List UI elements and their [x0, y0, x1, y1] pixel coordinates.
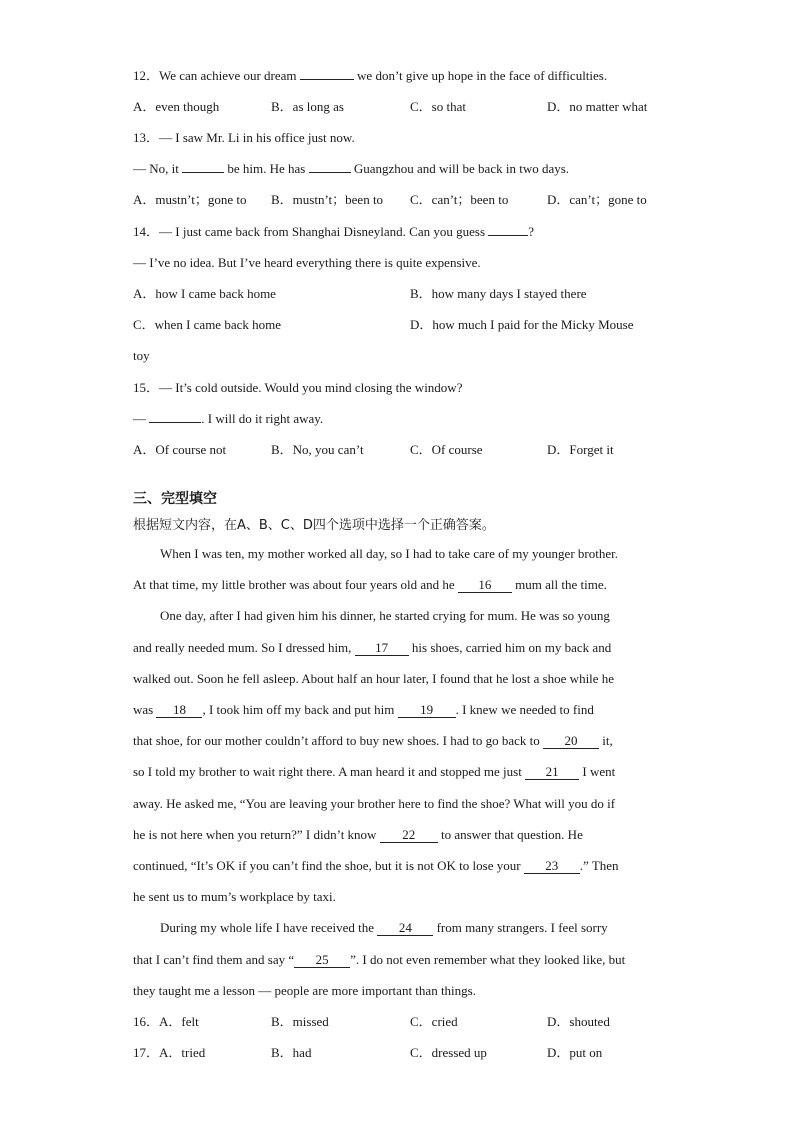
section-instruction: 根据短文内容，在A、B、C、D四个选项中选择一个正确答案。: [133, 518, 495, 533]
passage-text: that I can’t find them and say “: [133, 952, 295, 967]
passage-line: [133, 764, 615, 780]
passage-line: away. He asked me, “You are leaving your brother here to find the shoe? What will you do if: [133, 796, 616, 811]
passage-text: was: [133, 702, 157, 717]
passage-line: [160, 920, 608, 936]
passage-line: [133, 577, 607, 593]
q17-option-d: D．put on: [547, 1045, 603, 1060]
passage-text: he is not here when you return?” I didn’t know: [133, 827, 380, 842]
q17-option-b: B．had: [271, 1045, 312, 1060]
q14-stem-text-b: ?: [528, 224, 535, 239]
q16-option-d: D．shouted: [547, 1014, 610, 1029]
passage-text: his shoes, carried him on my back and: [408, 640, 612, 655]
blank-16: 16: [458, 578, 512, 593]
passage-text: from many strangers. I feel sorry: [433, 920, 608, 935]
passage-line: walked out. Soon he fell asleep. About half an hour later, I found that he lost a shoe while he: [133, 671, 615, 686]
blank-24: 24: [377, 921, 433, 936]
passage-text: ”. I do not even remember what they looked like, but: [350, 952, 626, 967]
passage-text: , I took him off my back and put him: [202, 702, 398, 717]
passage-text: . I knew we needed to find: [455, 702, 594, 717]
q13-option-d: D．can’t；gone to: [547, 192, 647, 207]
q14-option-d-wrap: toy: [133, 348, 150, 363]
passage-text: continued, “It’s OK if you can’t find the shoe, but it is not OK to lose your: [133, 858, 524, 873]
passage-text: I went: [579, 764, 616, 779]
blank-25: 25: [294, 953, 350, 968]
q13-blank-1: [182, 172, 224, 173]
passage-line: When I was ten, my mother worked all day, so I had to take care of my younger brother.: [160, 546, 618, 561]
q12-stem-text-b: we don’t give up hope in the face of difficulties.: [353, 68, 608, 83]
q13-stem: 13．— I saw Mr. Li in his office just now.: [133, 130, 355, 145]
q14-option-c: C．when I came back home: [133, 317, 282, 332]
q14-blank: [488, 235, 528, 236]
q14-reply: — I’ve no idea. But I’ve heard everything there is quite expensive.: [133, 255, 481, 270]
q14-stem-text-a: 14．— I just came back from Shanghai Disneyland. Can you guess: [133, 224, 489, 239]
q13-reply-text-a: — No, it: [133, 161, 183, 176]
passage-line: One day, after I had given him his dinner, he started crying for mum. He was so young: [160, 608, 610, 623]
q13-option-c: C．can’t；been to: [410, 192, 509, 207]
q15-option-d: D．Forget it: [547, 442, 614, 457]
section-title: 三、完型填空: [133, 491, 217, 507]
passage-text: .” Then: [579, 858, 619, 873]
passage-line: [133, 702, 594, 718]
blank-23: 23: [524, 859, 580, 874]
blank-20: 20: [543, 734, 599, 749]
passage-text: it,: [599, 733, 613, 748]
q12-stem-text-a: 12．We can achieve our dream: [133, 68, 300, 83]
passage-line: they taught me a lesson — people are more important than things.: [133, 983, 476, 998]
q14-stem: [133, 224, 534, 240]
q14-option-b: B．how many days I stayed there: [410, 286, 587, 301]
q13-reply: [133, 161, 569, 177]
q15-blank: [149, 422, 201, 423]
blank-19: 19: [398, 703, 456, 718]
q15-stem: 15．— It’s cold outside. Would you mind closing the window?: [133, 380, 463, 395]
q17-option-c: C．dressed up: [410, 1045, 487, 1060]
q16-option-b: B．missed: [271, 1014, 329, 1029]
passage-line: [133, 733, 613, 749]
q13-reply-text-b: be him. He has: [224, 161, 309, 176]
q17-option-a: 17．A．tried: [133, 1045, 206, 1060]
passage-text: and really needed mum. So I dressed him,: [133, 640, 355, 655]
blank-22: 22: [380, 828, 438, 843]
q12-option-c: C．so that: [410, 99, 466, 114]
q13-option-b: B．mustn’t；been to: [271, 192, 384, 207]
q15-reply: [133, 411, 323, 427]
passage-text: At that time, my little brother was about four years old and he: [133, 577, 458, 592]
q15-reply-text-b: . I will do it right away.: [201, 411, 324, 426]
q12-stem: [133, 68, 607, 84]
q13-blank-2: [309, 172, 351, 173]
q15-option-a: A．Of course not: [133, 442, 227, 457]
passage-line: [133, 858, 619, 874]
q12-option-d: D．no matter what: [547, 99, 648, 114]
passage-text: During my whole life I have received the: [160, 920, 378, 935]
blank-17: 17: [355, 641, 409, 656]
q13-option-a: A．mustn’t；gone to: [133, 192, 247, 207]
passage-line: [133, 827, 583, 843]
q13-reply-text-c: Guangzhou and will be back in two days.: [350, 161, 570, 176]
passage-text: that shoe, for our mother couldn’t afford to buy new shoes. I had to go back to: [133, 733, 544, 748]
blank-21: 21: [525, 765, 579, 780]
q12-blank: [300, 79, 354, 80]
q16-option-a: 16．A．felt: [133, 1014, 199, 1029]
q15-option-b: B．No, you can’t: [271, 442, 364, 457]
q16-option-c: C．cried: [410, 1014, 458, 1029]
q14-option-a: A．how I came back home: [133, 286, 276, 301]
passage-line: he sent us to mum’s workplace by taxi.: [133, 889, 336, 904]
q15-option-c: C．Of course: [410, 442, 483, 457]
blank-18: 18: [156, 703, 202, 718]
q12-option-b: B．as long as: [271, 99, 344, 114]
passage-text: so I told my brother to wait right there. A man heard it and stopped me just: [133, 764, 526, 779]
passage-text: mum all the time.: [511, 577, 607, 592]
passage-line: [133, 952, 625, 968]
passage-line: [133, 640, 611, 656]
q12-option-a: A．even though: [133, 99, 220, 114]
q15-reply-text-a: —: [133, 411, 150, 426]
passage-text: to answer that question. He: [437, 827, 583, 842]
q14-option-d: D．how much I paid for the Micky Mouse: [410, 317, 634, 332]
